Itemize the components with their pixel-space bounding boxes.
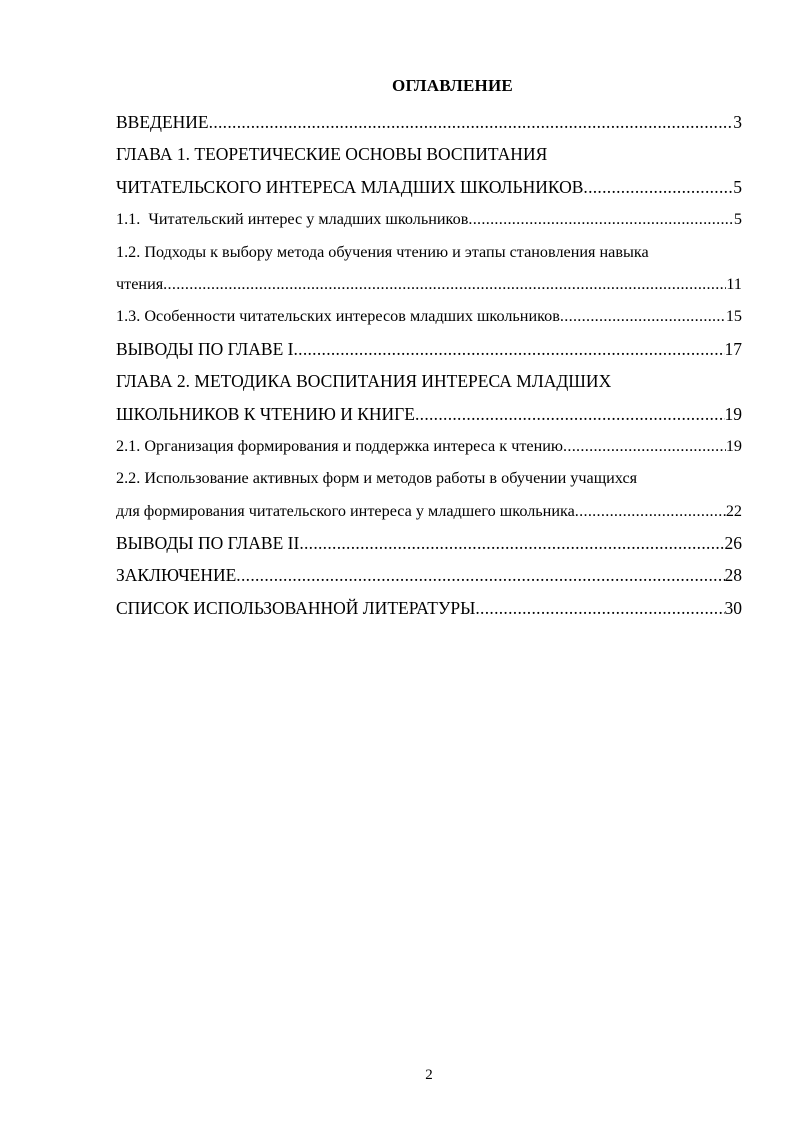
dot-leader: [475, 592, 724, 624]
toc-entry[interactable]: [116, 300, 742, 332]
toc-entry-text: чтения: [116, 274, 164, 293]
dot-leader: [583, 171, 733, 203]
toc-entry[interactable]: [116, 365, 742, 397]
toc-entry[interactable]: [116, 430, 742, 462]
toc-entry[interactable]: [116, 203, 742, 235]
toc-entry-page: 28: [724, 565, 742, 586]
toc-entry-page: 5: [733, 176, 742, 197]
table-of-contents: [116, 106, 742, 624]
dot-leader: [415, 398, 725, 430]
toc-entry-page: 15: [725, 307, 742, 326]
toc-entry[interactable]: [116, 559, 742, 591]
toc-entry-text: ЧИТАТЕЛЬСКОГО ИНТЕРЕСА МЛАДШИХ ШКОЛЬНИКОВ: [116, 176, 584, 197]
dot-leader: [163, 268, 726, 300]
toc-entry[interactable]: [116, 333, 742, 365]
toc-entry-text: ВЫВОДЫ ПО ГЛАВЕ I: [116, 338, 294, 359]
dot-leader: [560, 300, 726, 332]
toc-entry[interactable]: [116, 462, 742, 494]
toc-entry-text: 2.1. Организация формирования и поддержка интереса к чтению: [116, 436, 564, 455]
toc-entry-page: 3: [733, 112, 742, 132]
page-number: 2: [425, 1067, 433, 1083]
toc-entry-text: 2.2. Использование активных форм и методов работы в обучении учащихся: [116, 469, 638, 488]
dot-leader: [236, 559, 724, 591]
toc-entry-text: ВЫВОДЫ ПО ГЛАВЕ II: [116, 533, 300, 554]
toc-entry-text: 1.2. Подходы к выбору метода обучения чтению и этапы становления навыка: [116, 242, 649, 261]
dot-leader: [293, 333, 724, 365]
toc-entry-text: ШКОЛЬНИКОВ К ЧТЕНИЮ И КНИГЕ: [116, 403, 415, 424]
toc-entry[interactable]: [116, 171, 742, 203]
dot-leader: [209, 106, 734, 138]
toc-entry-page: 17: [724, 338, 742, 359]
dot-leader: [468, 203, 734, 235]
toc-entry-page: 11: [726, 274, 742, 293]
toc-entry[interactable]: [116, 398, 742, 430]
toc-entry[interactable]: [116, 106, 742, 138]
dot-leader: [575, 495, 726, 527]
toc-entry-page: 22: [725, 501, 742, 520]
toc-entry-page: 5: [733, 210, 742, 229]
toc-entry-text: ГЛАВА 2. МЕТОДИКА ВОСПИТАНИЯ ИНТЕРЕСА МЛАДШИХ: [116, 371, 612, 392]
toc-entry[interactable]: [116, 236, 742, 268]
dot-leader: [563, 430, 726, 462]
toc-entry[interactable]: [116, 495, 742, 527]
toc-entry[interactable]: [116, 138, 742, 170]
toc-entry-text: СПИСОК ИСПОЛЬЗОВАННОЙ ЛИТЕРАТУРЫ: [116, 597, 476, 618]
toc-entry[interactable]: [116, 592, 742, 624]
toc-entry-text: ЗАКЛЮЧЕНИЕ: [116, 565, 237, 586]
page-title: ОГЛАВЛЕНИЕ: [392, 76, 513, 95]
dot-leader: [299, 527, 724, 559]
toc-entry-page: 26: [724, 533, 742, 554]
toc-entry-text: 1.1. Читательский интерес у младших школьников: [116, 210, 469, 229]
toc-entry-text: ГЛАВА 1. ТЕОРЕТИЧЕСКИЕ ОСНОВЫ ВОСПИТАНИЯ: [116, 144, 548, 165]
toc-entry[interactable]: [116, 268, 742, 300]
toc-entry[interactable]: [116, 527, 742, 559]
toc-entry-page: 19: [725, 436, 742, 455]
toc-entry-page: 30: [724, 597, 742, 618]
toc-entry-text: 1.3. Особенности читательских интересов младших школьников: [116, 307, 560, 326]
toc-entry-page: 19: [724, 403, 742, 424]
toc-entry-text: ВВЕДЕНИЕ: [116, 112, 209, 132]
toc-entry-text: для формирования читательского интереса у младшего школьника: [116, 501, 575, 520]
